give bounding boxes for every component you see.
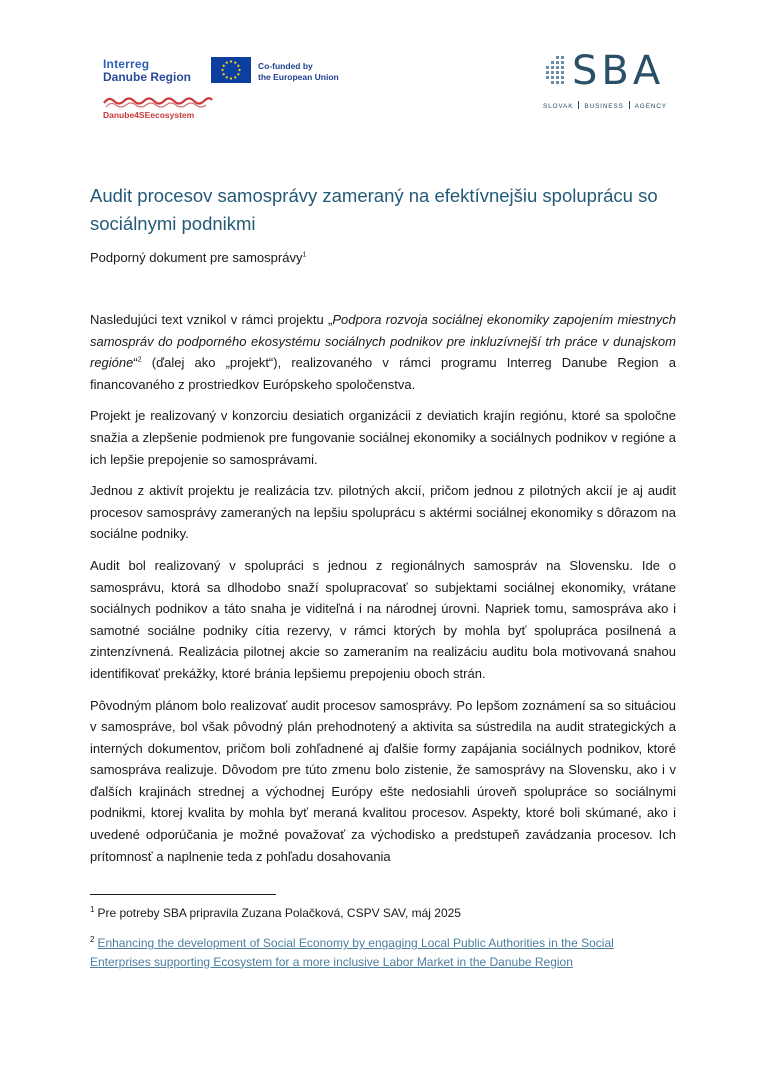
eu-star-icon bbox=[223, 65, 225, 67]
eu-star-icon bbox=[234, 76, 236, 78]
paragraph-5: Pôvodným plánom bolo realizovať audit procesov samosprávy. Po lepšom zoznámení sa so situáciou v samospráve, bol však pôvodný plán prehodnotený a aktivita sa sústredila na audit strategických a interných dokumentov, pričom boli zohľadnené aj ďalšie formy zapájania sociálnych podnikov, ktoré samospráva realizuje. Dôvodom pre túto zmenu bolo zistenie, že samosprávy na Slovensku, ako i v ďalších krajinách strednej a východnej Európy ešte nedosiahli úroveň spolupráce so sociálnymi podnikmi, ktorej kvalita by mohla byť meraná kvalitou procesov. Aspekty, ktoré boli skúmané, ako i uvedené odporúčania je možné považovať za východisko a predstupeň zavádzania procesov. Ich prítomnosť a naplnenie teda z pohľadu dosahovania bbox=[90, 697, 676, 864]
project-name-italic: Podpora rozvoja sociálnej ekonomiky zapojením miestnych samospráv do podporného ekosystému sociálnych podnikov pre inkluzívnejší trh práce v dunajskom regióne bbox=[90, 312, 676, 371]
p1-text-b: “ bbox=[133, 355, 138, 371]
eu-star-icon bbox=[223, 73, 225, 75]
eu-star-icon bbox=[238, 69, 240, 71]
eu-star-icon bbox=[226, 76, 228, 78]
sba-sub-slovak: SLOVAK bbox=[543, 103, 574, 110]
paragraph-4: Audit bol realizovaný v spolupráci s jednou z regionálnych samospráv na Slovensku. Ide o samosprávu, ktorá sa dlhodobo snaží spolupracovať so subjektami sociálnej ekonomiky, vrátane sociálnych podnikov a táto snaha je viditeľná i na národnej úrovni. Napriek tomu, samospráva ako i samotné sociálne podniky cítia rezervy, v rámci ktorých by mohla byť spolupráca posilnená a zintenzívnená. Realizácia pilotnej akcie so zameraním na realizáciu auditu bola motivovaná snahou identifikovať prekážky, ktoré bránia lepšiemu prepojeniu oboch strán. bbox=[90, 557, 676, 681]
wave-logo-icon bbox=[103, 94, 213, 108]
footnote-2-link[interactable]: Enhancing the development of Social Economy by engaging Local Public Authorities in the Social Enterprises supporting Ecosystem for a more inclusive Labor Market in the Danube Region bbox=[90, 936, 614, 969]
sba-grid-icon bbox=[544, 56, 566, 90]
sba-sub-agency: AGENCY bbox=[634, 103, 667, 110]
interreg-logo bbox=[103, 58, 191, 84]
document-title: Audit procesov samosprávy zameraný na efektívnejšiu spoluprácu so sociálnymi podnikmi bbox=[90, 185, 658, 234]
eu-star-icon bbox=[230, 77, 232, 79]
eu-text-line2: the European Union bbox=[258, 72, 339, 82]
eu-star-icon bbox=[226, 62, 228, 64]
p1-text-c: (ďalej ako „projekt“), realizovaného v rámci programu Interreg Danube Region a financovaného z prostriedkov Európskeho spoločenstva. bbox=[90, 355, 676, 392]
document-subtitle bbox=[90, 250, 306, 265]
sba-sub-business: BUSINESS bbox=[584, 103, 624, 110]
footnote-1 bbox=[90, 906, 461, 920]
eu-star-icon bbox=[230, 60, 232, 62]
eu-text-line1: Co-funded by bbox=[258, 61, 313, 71]
paragraph-3: Jednou z aktivít projektu je realizácia tzv. pilotných akcií, pričom jednou z pilotných akcií je aj audit procesov samosprávy zameraných na lepšiu spoluprácu s aktérmi sociálnej ekonomiky s dôrazom na sociálne podniky. bbox=[90, 483, 676, 542]
footnote-ref-2[interactable]: 2 bbox=[137, 356, 142, 364]
footnote-1-text: Pre potreby SBA pripravila Zuzana Polačková, CSPV SAV, máj 2025 bbox=[97, 906, 461, 920]
interreg-logo-line1: Interreg bbox=[103, 57, 150, 71]
project-logo-text: Danube4SEecosystem bbox=[103, 110, 195, 120]
paragraph-1 bbox=[90, 309, 676, 395]
eu-star-icon bbox=[237, 65, 239, 67]
footnote-2-number: 2 bbox=[90, 935, 95, 944]
document-body bbox=[90, 309, 676, 877]
footnote-1-number: 1 bbox=[90, 905, 95, 914]
subtitle-text: Podporný dokument pre samosprávy bbox=[90, 250, 303, 265]
sba-subtitle bbox=[543, 101, 667, 110]
eu-star-icon bbox=[234, 62, 236, 64]
sba-sub-divider bbox=[578, 101, 579, 109]
eu-star-icon bbox=[221, 69, 223, 71]
footnote-divider bbox=[90, 894, 276, 895]
sba-wordmark: SBA bbox=[572, 48, 665, 94]
footnote-2 bbox=[90, 934, 670, 971]
p1-text-a: Nasledujúci text vznikol v rámci projektu „ bbox=[90, 312, 333, 327]
paragraph-2: Projekt je realizovaný v konzorciu desiatich organizácii z deviatich krajín regiónu, ktoré sa spoločne snažia a zlepšenie podmienok pre fungovanie sociálnej ekonomiky a sociálnych podnikov v regióne a ich lepšie prepojenie so samosprávami. bbox=[90, 408, 676, 467]
footnote-ref-1[interactable]: 1 bbox=[302, 251, 307, 259]
eu-cofunded-text bbox=[258, 61, 339, 83]
sba-sub-divider bbox=[629, 101, 630, 109]
interreg-logo-line2: Danube Region bbox=[103, 70, 192, 84]
eu-flag-icon bbox=[211, 57, 251, 83]
eu-star-icon bbox=[237, 73, 239, 75]
